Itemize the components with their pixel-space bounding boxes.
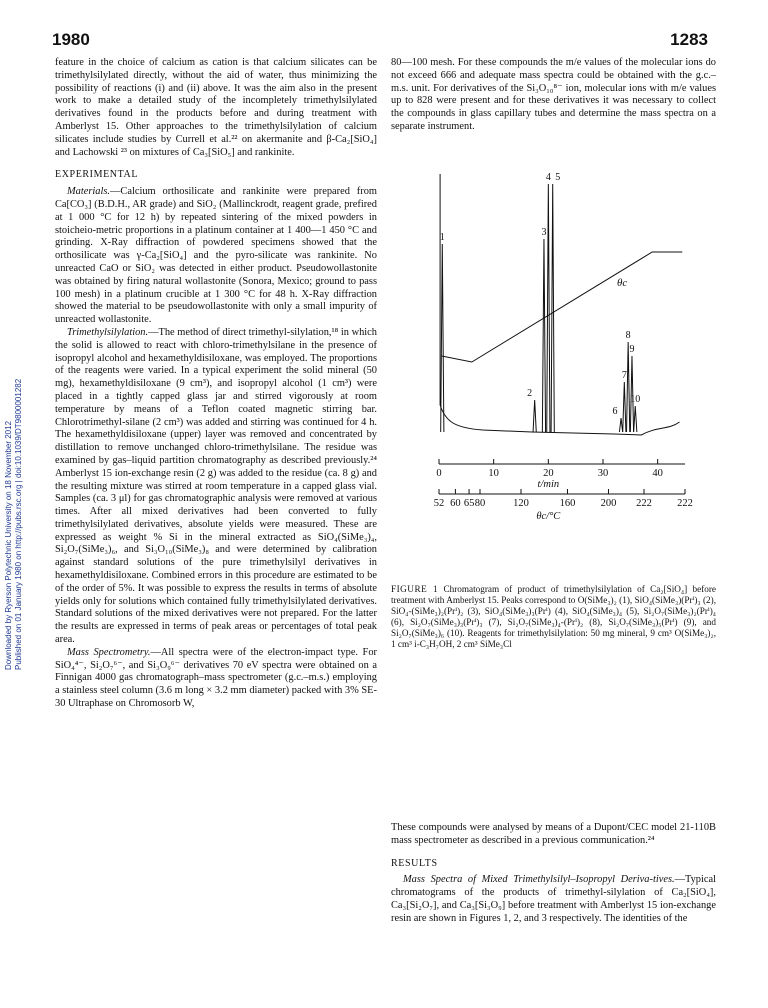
peak-label-8: 8: [625, 330, 631, 341]
peak-10: [634, 406, 637, 432]
page-number-right: 1283: [670, 30, 708, 49]
materials-paragraph: [55, 186, 377, 327]
figure-label: FIGURE 1: [391, 584, 439, 594]
chromatogram-svg: [391, 160, 716, 580]
peak-label-3: 3: [541, 227, 547, 238]
mass-spectrometry-heading: Mass Spectrometry.: [67, 646, 151, 658]
peak-label-2: 2: [527, 388, 533, 399]
temperature-line: [442, 252, 683, 362]
peak-label-1: 1: [439, 232, 445, 243]
mass-spectrometry-text: —All spectra were of the electron-impact type. For SiO₄⁴⁻, Si₂O₇⁶⁻, and Si₃O₉⁶⁻ derivatives 70 eV spectra were obtained on a Finnigan 4000 gas chromatograph–mass spectrometer (g.c.–m.s.) employing a stainless steel column (3.6 m long × 3.2 mm diameter) packed with 3% SE-30 Ultraphase on Chromosorb W,: [55, 646, 377, 710]
chromatogram-figure: [391, 160, 716, 580]
page-number-left: 1980: [52, 30, 90, 49]
trimethylsilylation-paragraph: [55, 327, 377, 647]
materials-text: —Calcium orthosilicate and rankinite were prepared from Ca[CO₃] (B.D.H., AR grade) and SiO₂ (Mallinckrodt, reagent grade, prefired at 1 000 °C for 12 h) by repeated sintering of the mixed powders in stoicheio-metric proportions in a platinum container at 1 400—1 450 °C and grinding. X-Ray diffraction of powdered specimens showed that the orthosilicate was γ-Ca₂[SiO₄] and the pyro-silicate was rankinite. No unreacted CaO or SiO₂ was detected in either product. Pseudowollastonite was obtained by firing natural wollastonite (Sonora, Mexico; ground to pass 100 mesh) in a platinum crucible at 1 300 °C for 48 h. X-Ray diffraction showed the material to be pseudowollastonite with only a small impurity of unreacted wollastonite.: [55, 186, 377, 326]
temp-axis-label: θc/°C: [536, 511, 561, 522]
time-axis-label: t/min: [537, 479, 560, 490]
peak-2: [533, 400, 536, 432]
published-line[interactable]: Downloaded by Ryerson Polytechnic University on 18 November 2012: [4, 420, 13, 670]
peak-3: [542, 239, 545, 432]
peak-8: [627, 342, 630, 432]
time-tick-label-40: 40: [652, 468, 663, 479]
peak-label-5: 5: [555, 172, 561, 183]
section-results: RESULTS: [391, 857, 438, 869]
peak-label-6: 6: [612, 406, 618, 417]
results-paragraph: [391, 874, 716, 925]
temp-tick-label-4: 120: [513, 498, 529, 509]
temp-tick-label-7: 222: [636, 498, 652, 509]
right-column-top: [391, 57, 716, 134]
temp-tick-label-2: 65: [463, 498, 475, 509]
peak-1: [441, 244, 444, 432]
peak-4: [547, 184, 550, 432]
time-tick-label-20: 20: [543, 468, 554, 479]
time-tick-label-30: 30: [597, 468, 609, 479]
peak-label-4: 4: [545, 172, 551, 183]
figure-caption: [391, 584, 716, 650]
mass-spectrometry-paragraph: [55, 647, 377, 711]
temp-tick-label-1: 60: [450, 498, 461, 509]
peak-6: [619, 418, 622, 432]
download-notice: [0, 190, 24, 670]
temp-tick-label-5: 160: [559, 498, 576, 509]
dupont-paragraph: These compounds were analysed by means of a Dupont/CEC model 21-110B mass spectrometer as described in a previous communication.²⁴: [391, 822, 716, 846]
results-heading: Mass Spectra of Mixed Trimethylsilyl–Isopropyl Deriva-tives.: [403, 874, 675, 886]
peak-label-7: 7: [621, 370, 627, 381]
peak-7: [623, 382, 626, 432]
results-text: —Typical chromatograms of the products of trimethyl-silylation of Ca₂[SiO₄], Ca₃[Si₂O₇], and Ca₃[Si₃O₉] before treatment with Amberlyst 15 ion-exchange resin are shown in Figures 1, 2, and 3 respectively. The identities of the: [391, 874, 716, 924]
section-experimental: EXPERIMENTAL: [55, 169, 139, 181]
time-tick-label-10: 10: [488, 468, 499, 479]
right-column-bottom: [391, 822, 716, 926]
time-tick-label-0: 0: [436, 468, 442, 479]
materials-heading: Materials.: [67, 186, 111, 198]
peak-label-10: 10: [630, 394, 641, 405]
temp-tick-label-8: 222: [677, 498, 693, 509]
doi-line[interactable]: Published on 01 January 1980 on http://pubs.rsc.org | doi:10.1039/DT9800001282: [14, 378, 23, 670]
mesh-paragraph: 80—100 mesh. For these compounds the m/e values of the molecular ions do not exceed 666 and adequate mass spectra could be obtained with the g.c.–m.s. unit. For derivatives of the Si₃O₁₀⁸⁻ ion, molecular ions with m/e values up to 828 were present and for these derivatives it was necessary to collect the compounds in glass capillary tubes and determine the mass spectra on a separate instrument.: [391, 57, 716, 132]
intro-paragraph: feature in the choice of calcium as cation is that calcium silicates can be trimethylsilylated directly, without the aid of water, thus minimizing the possibility of reactions (i) and (ii) above. It was the aim also in the present work to make a detailed study of the incompletely trimethylsilylated derivatives found in the products before and during treatment with Amberlyst 15. Other approaches to the trimethylsilylation of calcium silicates include studies by Currell et al.²² on akermanite and β-Ca₂[SiO₄] and Lachowski ²³ on mixtures of Ca₃[SiO₅] and rankinite.: [55, 57, 377, 158]
temp-tick-label-6: 200: [600, 498, 617, 509]
peak-5: [551, 184, 554, 432]
peak-label-9: 9: [629, 344, 635, 355]
trimethylsilylation-text: —The method of direct trimethyl-silylation,¹⁸ in which the solid is allowed to react with chloro-trimethylsilane in the presence of isopropyl alcohol and hexamethyldisiloxane, was employed. The proportions of the reagents were varied. In a typical experiment the solid mineral (50 mg), hexamethyldisiloxane (9 cm³), and isopropyl alcohol (1 cm³) were placed in a tightly capped glass jar and stirred vigorously at room temperature by means of a Teflon coated magnetic stirring bar. Chlorotrimethyl-silane (2 cm³) was added and stirring was continued for 4 h. The hexamethyldisiloxane (upper) layer was removed and concentrated by distillation to remove unchanged chloro-trimethylsilane. The residue was examined by gas–liquid partition chromatography as described previously.²⁴ Amberlyst 15 ion-exchange resin (2 g) was added to the residue (ca. 8 g) and the resulting mixture was stirred at room temperature in a capped glass vial. Samples (ca. 3 μl) for gas chromatographic analysis were removed at various times. After all mixed derivatives had been converted to fully trimethylsilylated derivatives, absolute yields were measured. These are expressed as weight % Si in the mineral extracted as SiO₄(SiMe₃)₄, Si₂O₇(SiMe₃)₆, and Si₃O₁₀(SiMe₃)₈ and were determined by calibration against standard solutions of the pure trimethylsilyl derivatives in hexamethyldisiloxane. Combined errors in this procedure are estimated to be of the order of 5%. It was possible to express the results in terms of absolute yields only for solutions which contained fully trimethylsilylated derivatives. Standard solutions of the mixed derivatives were not prepared. For the latter the results are expressed in terms of peak areas or percentages of total peak area.: [55, 326, 377, 646]
temp-tick-label-0: 52: [433, 498, 445, 509]
baseline-trace: [440, 174, 679, 435]
figure-caption-text: Chromatogram of product of trimethylsilylation of Ca₂[SiO₄] before treatment with Amberlyst 15. Peaks correspond to O(SiMe₃)₂ (1), SiO₄(SiMe₃)(Prⁱ)₃ (2), SiO₄-(SiMe₃)₂(Prⁱ)₂ (3), SiO₄(SiMe₃)₃(Prⁱ) (4), SiO₄(SiMe₃)₄ (5), Si₂O₇(SiMe₃)₂(Prⁱ)₄ (6), Si₂O₇(SiMe₃)₃(Prⁱ)₃ (7), Si₂O₇(SiMe₃)₄-(Prⁱ)₂ (8), Si₂O₇(SiMe₃)₅(Prⁱ) (9), and Si₂O₇(SiMe₃)₆ (10). Reagents for trimethylsilylation: 50 mg mineral, 9 cm³ O(SiMe₃)₂, 1 cm³ i-C₃H₇OH, 2 cm³ SiMe₃Cl: [391, 584, 716, 649]
left-column: [55, 57, 377, 711]
trimethylsilylation-heading: Trimethylsilylation.: [67, 326, 149, 338]
temperature-label: θc: [616, 277, 628, 289]
temp-tick-label-3: 80: [474, 498, 486, 509]
